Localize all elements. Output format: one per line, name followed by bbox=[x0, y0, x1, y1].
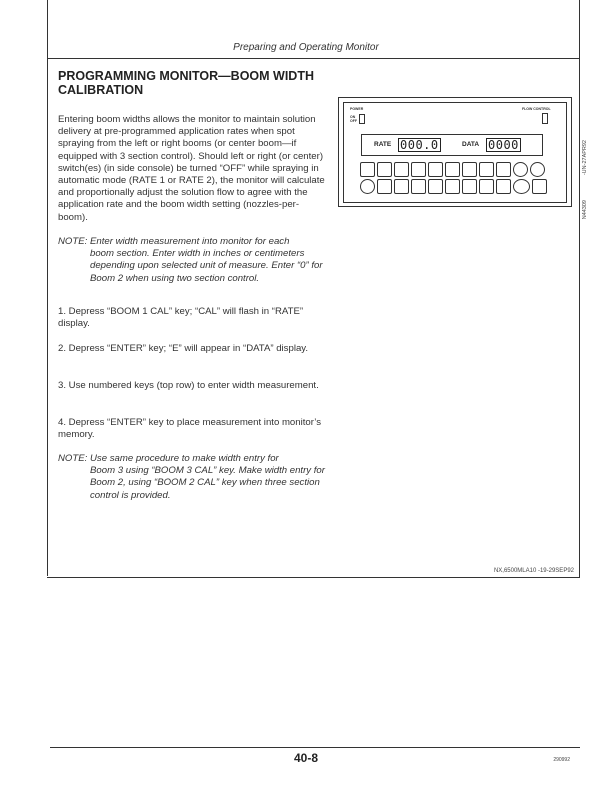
key-a[interactable] bbox=[360, 179, 375, 194]
note-width-entry bbox=[58, 236, 328, 285]
enter-key[interactable] bbox=[532, 179, 547, 194]
running-header: Preparing and Operating Monitor bbox=[233, 42, 379, 53]
key-extra[interactable] bbox=[530, 162, 545, 177]
key-8[interactable] bbox=[479, 162, 494, 177]
key-f[interactable] bbox=[445, 179, 460, 194]
key-9[interactable] bbox=[496, 162, 511, 177]
page-number: 40-8 bbox=[293, 751, 319, 765]
monitor-faceplate bbox=[343, 102, 567, 203]
key-i[interactable] bbox=[496, 179, 511, 194]
key-4[interactable] bbox=[411, 162, 426, 177]
power-switch-icon bbox=[359, 114, 365, 124]
figure-code: -UN-27APR92 bbox=[582, 140, 588, 176]
data-display: 0000 bbox=[488, 138, 519, 152]
section-title: PROGRAMMING MONITOR—BOOM WIDTH CALIBRATION bbox=[58, 69, 314, 97]
note-width-entry-first: NOTE: Enter width measurement into monitor for each bbox=[58, 236, 290, 247]
step-4: 4. Depress “ENTER” key to place measurement into monitor’s memory. bbox=[58, 417, 322, 441]
key-6[interactable] bbox=[445, 162, 460, 177]
key-5[interactable] bbox=[428, 162, 443, 177]
flow-control-switch-icon bbox=[542, 113, 548, 124]
key-1[interactable] bbox=[360, 162, 375, 177]
note-boom-entry-rest: Boom 3 using “BOOM 3 CAL” key. Make width entry for Boom 2, using “BOOM 2 CAL” key when three section control is provided. bbox=[90, 465, 325, 501]
on-off-label: ON OFF bbox=[350, 115, 357, 123]
flow-control-label: FLOW CONTROL bbox=[522, 107, 551, 111]
key-g[interactable] bbox=[462, 179, 477, 194]
key-7[interactable] bbox=[462, 162, 477, 177]
note-boom-entry-first: NOTE: Use same procedure to make width entry for bbox=[58, 453, 279, 464]
key-e[interactable] bbox=[428, 179, 443, 194]
keypad-bottom-row bbox=[360, 179, 547, 194]
rate-label: RATE bbox=[374, 141, 392, 148]
power-label: POWER bbox=[350, 107, 364, 111]
data-label: DATA bbox=[462, 141, 480, 148]
step-3: 3. Use numbered keys (top row) to enter width measurement. bbox=[58, 380, 319, 391]
display-panel bbox=[361, 134, 543, 156]
key-j[interactable] bbox=[513, 179, 530, 194]
intro-paragraph: Entering boom widths allows the monitor to maintain solution delivery at pre-programmed application rates when spot spraying from the left or right booms (or center boom—if equipped with 3 section control). Should left or right (or center) switch(es) (in side console) be turned “OFF” while spraying in automatic mode (RATE 1 or RATE 2), the monitor will calculate and proportionally adjust the solution flow to agree with the application rate and the boom width setting (nozzles-per-boom). bbox=[58, 114, 325, 223]
key-d[interactable] bbox=[411, 179, 426, 194]
page-code: 290992 bbox=[553, 757, 570, 763]
keypad-top-row bbox=[360, 162, 545, 177]
note-boom-entry bbox=[58, 453, 328, 502]
key-c[interactable] bbox=[394, 179, 409, 194]
key-h[interactable] bbox=[479, 179, 494, 194]
monitor-illustration bbox=[338, 97, 572, 207]
key-2[interactable] bbox=[377, 162, 392, 177]
rate-display: 000.0 bbox=[400, 138, 439, 152]
key-3[interactable] bbox=[394, 162, 409, 177]
key-0[interactable] bbox=[513, 162, 528, 177]
figure-number: N44309 bbox=[582, 200, 588, 220]
key-b[interactable] bbox=[377, 179, 392, 194]
note-width-entry-rest: boom section. Enter width in inches or centimeters depending upon selected unit of measure. Enter “0” for Boom 2 when using two section control. bbox=[90, 248, 323, 284]
section-footer-code: NX,6500MLA10 -19-29SEP92 bbox=[493, 568, 574, 574]
step-1: 1. Depress “BOOM 1 CAL” key; “CAL” will flash in “RATE” display. bbox=[58, 306, 304, 330]
step-2: 2. Depress “ENTER” key; “E” will appear in “DATA” display. bbox=[58, 343, 309, 354]
bottom-rule bbox=[50, 747, 580, 748]
